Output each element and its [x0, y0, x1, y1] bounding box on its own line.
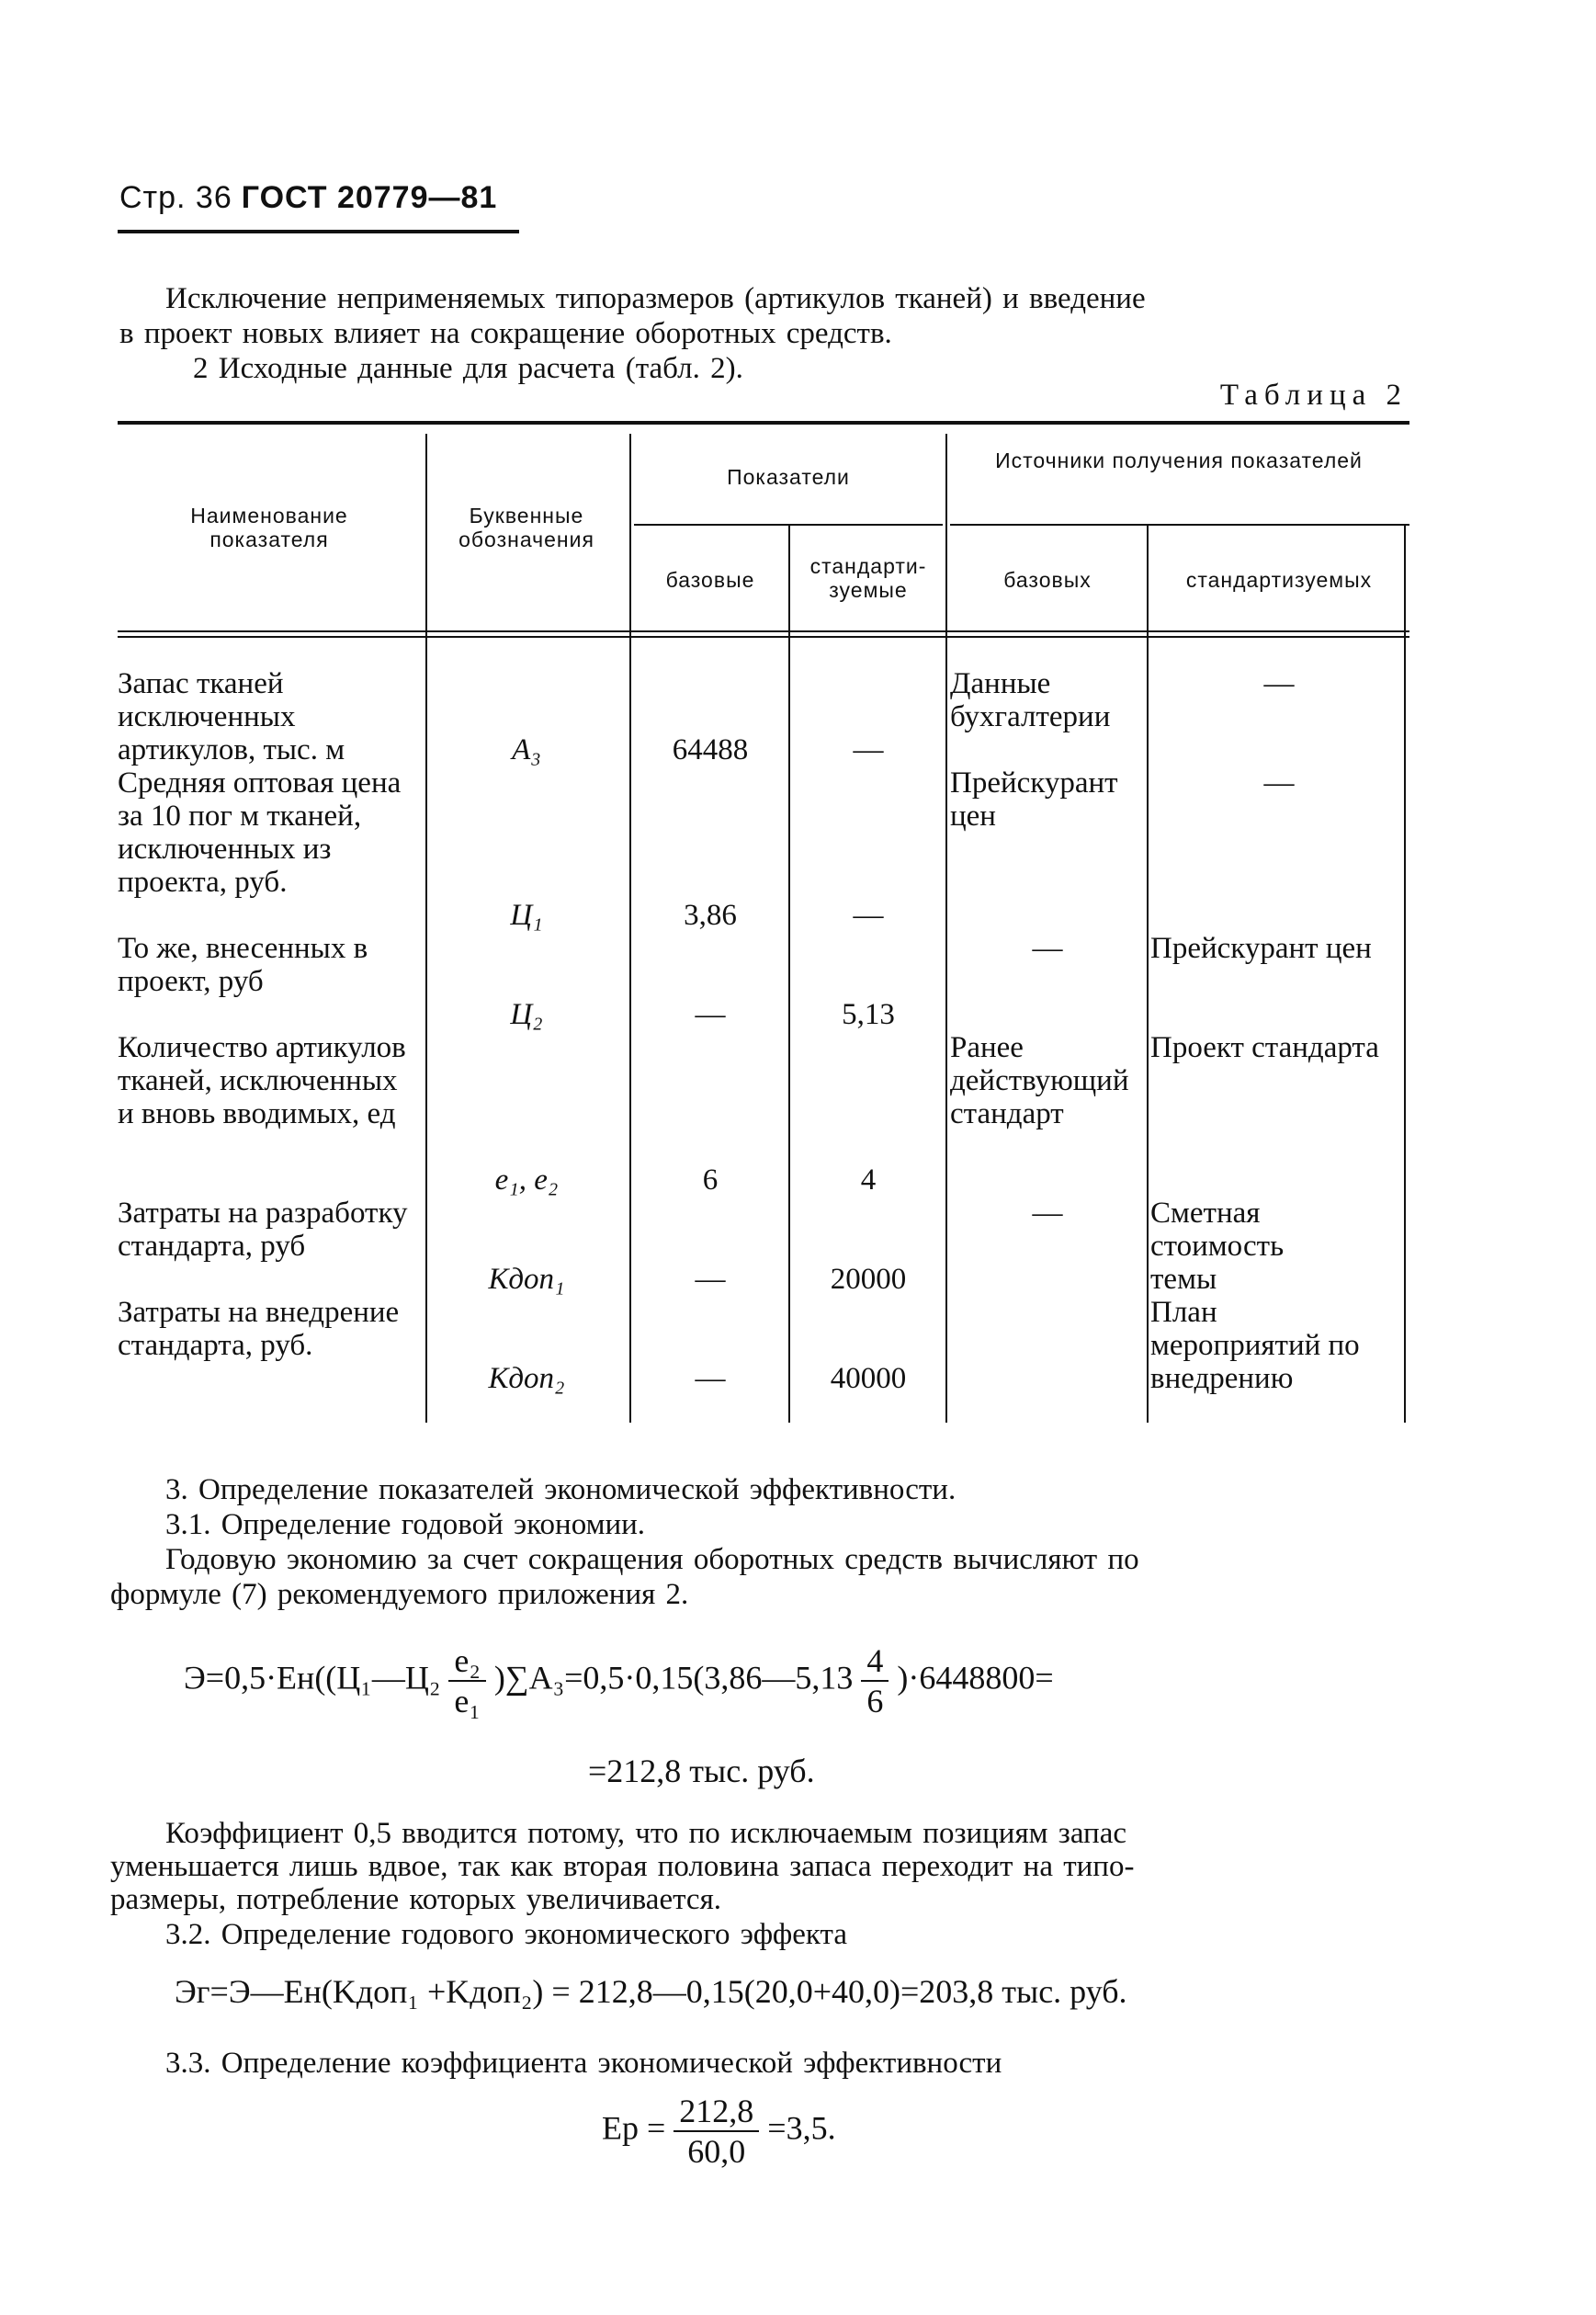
- header-rule: [118, 230, 519, 233]
- row6-base: —: [695, 1362, 726, 1395]
- data-table: [118, 421, 1409, 1432]
- header-name: Наименование показателя: [190, 504, 348, 551]
- row6-src-standard: План мероприятий по внедрению: [1150, 1296, 1360, 1395]
- table-header-rule-2: [118, 636, 1409, 638]
- page-header: [119, 180, 497, 216]
- formula3-left: Eр =: [602, 2109, 666, 2147]
- row2-base: 3,86: [684, 899, 737, 932]
- row4-name: Количество артикулов тканей, исключенных и вновь вводимых, ед: [118, 1031, 406, 1130]
- row5-standard: 20000: [830, 1263, 907, 1296]
- row3-src-standard: Прейскурант цен: [1150, 932, 1372, 965]
- section32-title: 3.2. Определение годового экономического эффекта: [165, 1918, 847, 1951]
- section31-text-2: формуле (7) рекомендуемого приложения 2.: [110, 1578, 689, 1611]
- col-divider-2: [629, 434, 631, 1423]
- row3-symbol: Ц₂: [510, 998, 543, 1031]
- intro-line-3: 2 Исходные данные для расчета (табл. 2).: [193, 352, 743, 385]
- formula1-fraction-1: $\frac{\text{e₂}}{\text{e₁}}$: [448, 1641, 486, 1720]
- formula-3: [602, 2092, 836, 2171]
- row2-name: Средняя оптовая цена за 10 пог м тканей, исключенных из проекта, руб.: [118, 766, 402, 899]
- formula3-right: =3,5.: [767, 2109, 836, 2147]
- row6-name: Затраты на внедрение стандарта, руб.: [118, 1296, 400, 1362]
- section33-title: 3.3. Определение коэффициента экономической эффективности: [165, 2047, 1002, 2080]
- row6-standard: 40000: [830, 1362, 907, 1395]
- row3-src-base: —: [1032, 932, 1063, 965]
- row1-standard: —: [853, 733, 884, 766]
- row1-symbol: А₃: [512, 733, 541, 766]
- row4-base: 6: [702, 1163, 719, 1197]
- formula-1-result: =212,8 тыс. руб.: [588, 1753, 815, 1789]
- intro-line-2: в проект новых влияет на сокращение оборотных средств.: [119, 317, 892, 350]
- formula3-fraction: $\frac{212,8}{60,0}$: [673, 2092, 759, 2171]
- row6-symbol: Кдоп₂: [488, 1362, 565, 1395]
- row1-src-standard: —: [1263, 667, 1295, 700]
- col-divider-3: [788, 524, 790, 1423]
- intro-line-1: Исключение неприменяемых типоразмеров (артикулов тканей) и введение: [165, 282, 1146, 315]
- formula-1: [184, 1641, 1054, 1720]
- table-caption: Таблица 2: [1219, 379, 1408, 412]
- row5-name: Затраты на разработку стандарта, руб: [118, 1197, 408, 1263]
- formula1-end: )·6448800=: [897, 1659, 1054, 1697]
- header-src-base: базовых: [1003, 568, 1092, 592]
- formula1-fraction-2: $\frac{4}{6}$: [861, 1641, 889, 1720]
- row4-standard: 4: [860, 1163, 877, 1197]
- gost-number: ГОСТ 20779—81: [241, 180, 498, 215]
- col-divider-5: [1147, 524, 1149, 1423]
- row4-src-base: Ранее действующий стандарт: [950, 1031, 1129, 1130]
- section31-title: 3.1. Определение годовой экономии.: [165, 1508, 646, 1541]
- row2-symbol: Ц₁: [510, 899, 543, 932]
- section3-title: 3. Определение показателей экономической эффективности.: [165, 1473, 956, 1506]
- row2-src-base: Прейскурант цен: [950, 766, 1118, 833]
- formula-2: Эг=Э—Eн(Kдоп₁ +Kдоп₂) = 212,8—0,15(20,0+40,0)=203,8 тыс. руб.: [175, 1973, 1127, 2010]
- row3-base: —: [695, 998, 726, 1031]
- row5-base: —: [695, 1263, 726, 1296]
- row3-standard: 5,13: [842, 998, 895, 1031]
- row4-symbol: e₁, e₂: [494, 1163, 559, 1197]
- row1-src-base: Данные бухгалтерии: [950, 667, 1111, 733]
- table-header-rule: [118, 630, 1409, 632]
- row3-name: То же, внесенных в проект, руб: [118, 932, 368, 998]
- row2-src-standard: —: [1263, 766, 1295, 800]
- header-indicators: Показатели: [727, 465, 850, 489]
- col-divider-4: [945, 434, 947, 1423]
- row2-standard: —: [853, 899, 884, 932]
- formula1-left: Э=0,5·Eн((Ц₁—Ц₂: [184, 1659, 441, 1697]
- header-sources: Источники получения показателей: [995, 448, 1363, 472]
- header-src-standard: стандартизуемых: [1185, 568, 1373, 592]
- coef-text-1: Коэффициент 0,5 вводится потому, что по исключаемым позициям запас: [165, 1817, 1126, 1850]
- col-divider-6: [1404, 524, 1406, 1423]
- coef-text-3: размеры, потребление которых увеличивается.: [110, 1883, 722, 1916]
- col-divider-1: [425, 434, 427, 1423]
- header-standard: стандарти-зуемые: [809, 554, 927, 602]
- row1-base: 64488: [672, 733, 749, 766]
- table-top-rule: [118, 421, 1409, 425]
- section31-text-1: Годовую экономию за счет сокращения оборотных средств вычисляют по: [165, 1543, 1139, 1576]
- coef-text-2: уменьшается лишь вдвое, так как вторая половина запаса переходит на типо-: [110, 1850, 1135, 1883]
- row5-symbol: Кдоп₁: [488, 1263, 565, 1296]
- row5-src-standard: Сметная стоимость темы: [1150, 1197, 1285, 1296]
- sources-sub-rule: [950, 524, 1409, 526]
- header-base: базовые: [665, 568, 755, 592]
- row5-src-base: —: [1032, 1197, 1063, 1230]
- row4-src-standard: Проект стандарта: [1150, 1031, 1379, 1064]
- formula1-sum: )∑A₃=0,5·0,15(3,86—5,13: [493, 1659, 854, 1697]
- page-number: Стр. 36: [119, 180, 232, 215]
- header-symbols: Буквенные обозначения: [458, 504, 594, 551]
- row1-name: Запас тканей исключенных артикулов, тыс. м: [118, 667, 345, 766]
